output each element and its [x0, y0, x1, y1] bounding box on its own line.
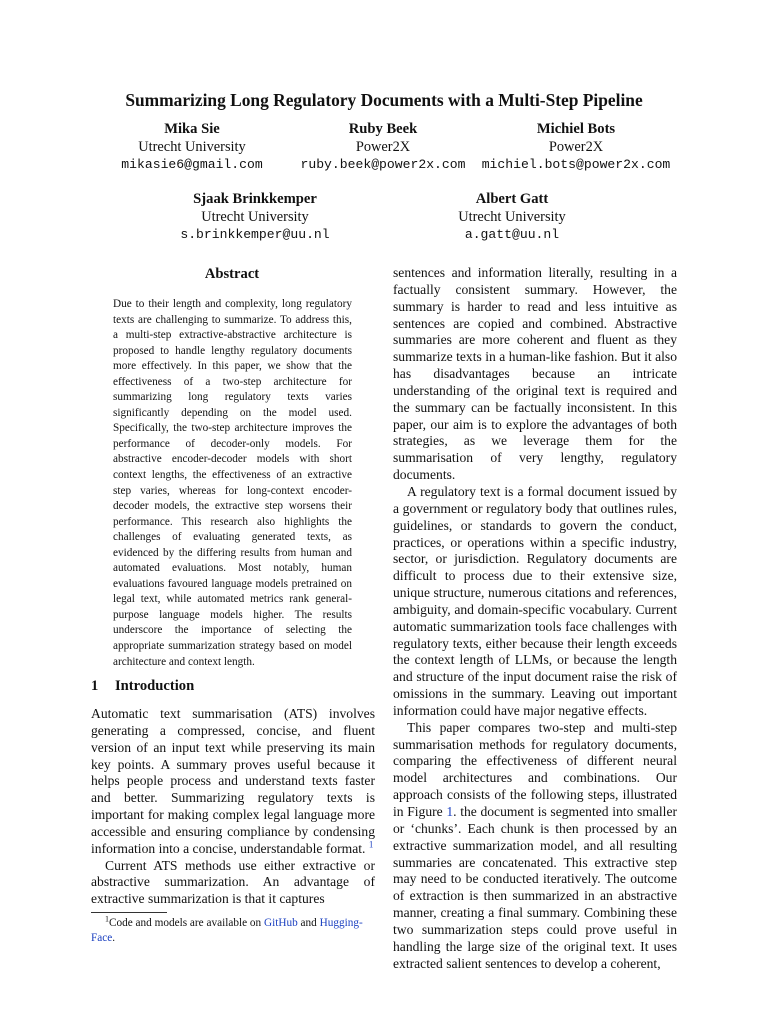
author-block [456, 121, 696, 174]
footnote-mark: 1 [105, 914, 109, 924]
right-column [393, 265, 677, 972]
author-name: Michiel Bots [536, 121, 616, 137]
huggingface-link[interactable]: Hugging-Face [91, 917, 363, 944]
left-column [91, 706, 375, 908]
author-block [135, 191, 375, 244]
author-email: s.brinkkemper@uu.nl [180, 227, 330, 242]
author-block [392, 191, 632, 244]
author-affiliation: Utrecht University [138, 138, 246, 155]
author-email: ruby.beek@power2x.com [300, 157, 466, 172]
paragraph-text: . the document is segmented into smaller or ‘chunks’. Each chunk is then processed by an extractive summarization model, and all resulting summaries are concatenated. This extractive step may need to be conducted iteratively. The outcome of extraction is then summarized in an abstractive manner, creating a final summary. Combining these two summarization steps could prove useful in handling the large size of the original text. It uses extracted salient sentences to develop a coherent, [393, 804, 678, 971]
section-title: Introduction [115, 678, 195, 694]
author-affiliation: Power2X [548, 138, 604, 155]
author-name: Ruby Beek [348, 121, 418, 137]
footnote [91, 916, 375, 946]
github-link[interactable]: GitHub [263, 917, 298, 929]
author-name: Albert Gatt [475, 191, 549, 207]
abstract-heading: Abstract [204, 266, 260, 282]
author-email: a.gatt@uu.nl [464, 227, 560, 242]
footnote-text: Code and models are available on [109, 917, 262, 929]
footnote-text: and [300, 917, 317, 929]
author-name: Mika Sie [164, 121, 220, 137]
paragraph-text: Automatic text summarisation (ATS) involves generating a compressed, concise, and fluent version of an input text while preserving its main key points. A summary proves useful because it helps people process and understand texts faster and better. Summarizing regulatory texts is important for making complex legal language more accessible and ensuring compliance by condensing information into a concise, understandable format. [91, 706, 375, 856]
footnote-rule [91, 912, 167, 913]
author-email: michiel.bots@power2x.com [481, 157, 671, 172]
paragraph [393, 720, 677, 973]
paragraph-continuation: sentences and information literally, resulting in a factually consistent summary. However, the summary is harder to read and less intuitive as sentences are copied and combined. Abstractive summaries are more coherent and fluent as they summarize texts in a human-like fashion. But it also has disadvantages because an intricate understanding of the original text is required and the summary can be factually inconsistent. In this paper, our aim is to explore the advantages of both strategies, as we leverage them for the summarisation of very lengthy, regulatory documents. [393, 265, 677, 483]
footnote-ref-link[interactable]: 1 [368, 839, 374, 850]
author-name: Sjaak Brinkkemper [193, 191, 317, 207]
author-affiliation: Utrecht University [201, 208, 309, 225]
paper-title: Summarizing Long Regulatory Documents with a Multi-Step Pipeline [125, 90, 643, 110]
section-number: 1 [91, 678, 99, 694]
author-affiliation: Power2X [355, 138, 411, 155]
author-affiliation: Utrecht University [458, 208, 566, 225]
section-heading [91, 678, 194, 695]
paragraph: A regulatory text is a formal document issued by a government or regulatory body that outlines rules, guidelines, or standards to govern the conduct, practices, or operations within a specific industry, sector, or jurisdiction. Regulatory documents are difficult to process due to their extensive size, unique structure, numerous citations and references, ambiguity, and domain-specific vocabulary. Current automatic summarization tools face challenges with regulatory texts, either because their length exceeds the context length of LLMs, or because the length and structure of the input document raise the risk of omissions in the summary. Leaving out important information could have major negative effects. [393, 483, 677, 718]
abstract-text: Due to their length and complexity, long regulatory texts are challenging to summarize. To address this, a multi-step extractive-abstractive architecture is proposed to handle lengthy regulatory documents more effectively. In this paper, we show that the effectiveness of a two-step architecture for summarizing long regulatory texts varies significantly depending on the model used. Specifically, the two-step architecture improves the performance of decoder-only models. For abstractive encoder-decoder models with short context lengths, the effectiveness of an extractive step varies, whereas for long-context encoder-decoder models, the extractive step worsens their performance. This research also highlights the challenges of evaluating generated texts, as evidenced by the differing results from human and automated evaluations. Most notably, human evaluations favoured language models pretrained on legal text, while automated metrics rank general-purpose language models higher. The results underscore the importance of selecting the appropriate summarization strategy based on model architecture and context length. [113, 298, 352, 668]
paragraph: Current ATS methods use either extractive or abstractive summarization. An advantage of extractive summarization is that it captures [91, 857, 375, 907]
author-email: mikasie6@gmail.com [121, 157, 263, 172]
paragraph-text: This paper compares two-step and multi-step summarisation methods for regulatory documents, comparing the effectiveness of different neural model architectures and combinations. Our approach consists of the following steps, illustrated in Figure [393, 719, 677, 819]
figure-ref-link[interactable]: 1 [446, 804, 454, 819]
paragraph [91, 706, 375, 858]
footnote-text: . [112, 932, 116, 944]
